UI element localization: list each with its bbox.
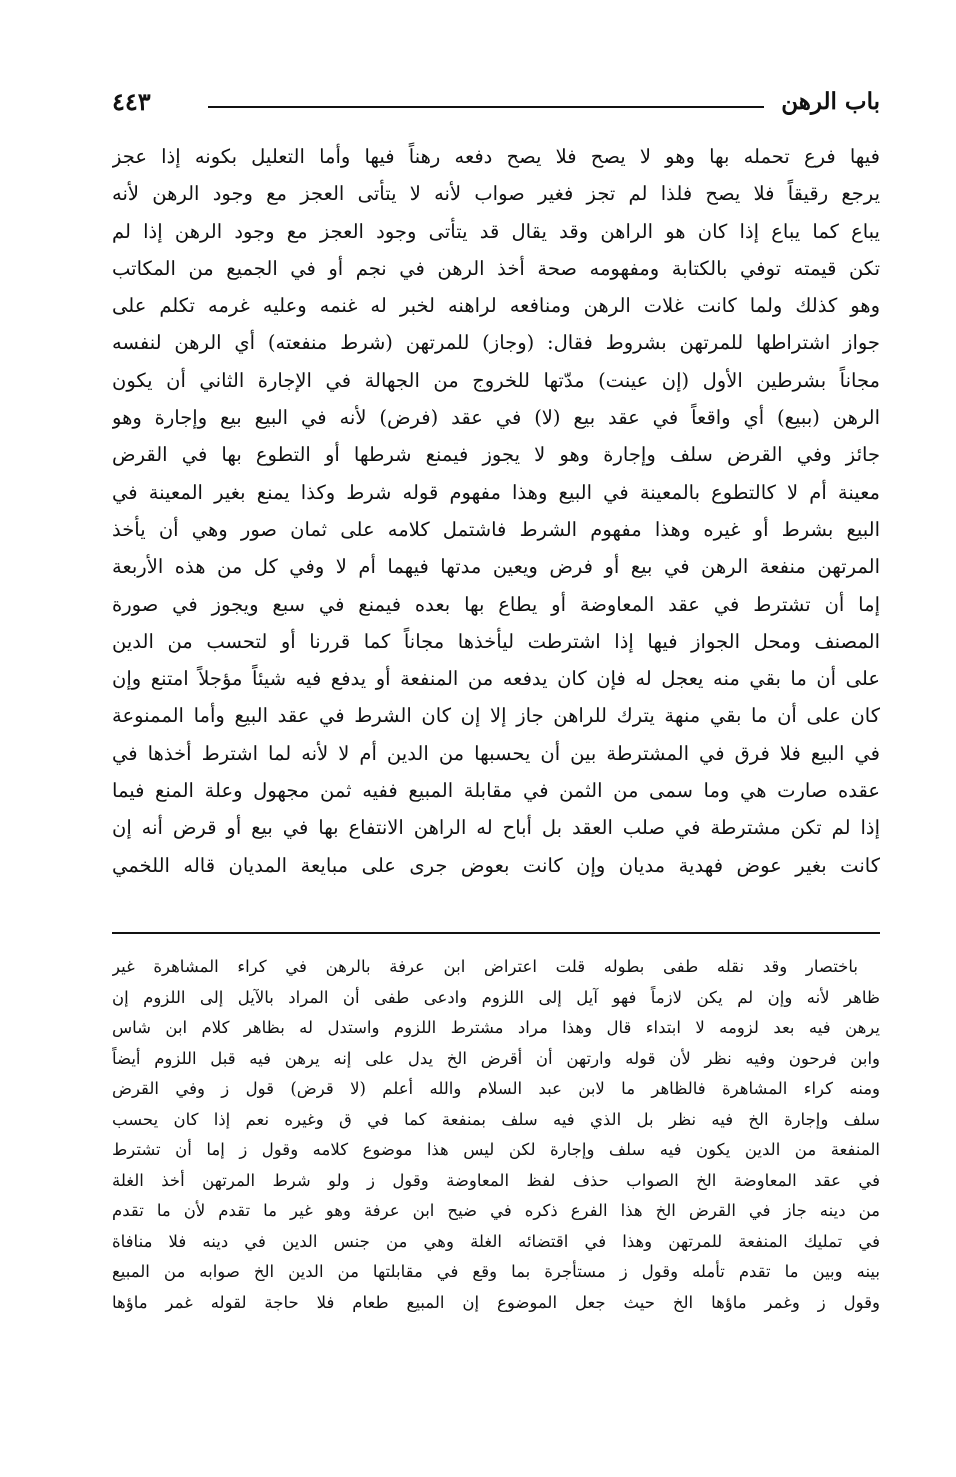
footnote-line: وابن فرحون وفيه نظر لأن قوله وارتهن أن أقرض الخ يدل على إنه يرهن فيه قبل اللزوم أيضاً [112,1048,880,1068]
footnote-line: سلف وإجارة الخ فيه نظر بل الذي فيه سلف بمنفعة كما في ق وغيره نعم إذا كان يحسب [112,1109,880,1129]
text-line: في البيع فلا فرق في المشترطة بين أن يحسبها من الدين أم لا لأنه لما اشترط أخذها في [112,741,880,765]
main-text [112,138,880,884]
text-line: مجاناً بشرطين الأول (إن عينت) مدّتها للخروج من الجهالة في الإجارة الثاني أن يكون [112,368,880,392]
footnote-line: من دينه جاز في القرض الخ هذا الفرع ذكره في ضيح ابن عرفة وهو غير ما تقدم لأن ما تقدم [112,1201,880,1221]
footnote-divider [112,932,880,934]
header-rule [208,106,764,108]
footnote-line: المنفعة من الدين يكون فيه سلف وإجارة لكن ليس هذا موضوع كلامه وقول ز إما أن تشترط [112,1140,880,1160]
text-line: على أن ما بقي منه يعجل له فإن كان يدفعه من المنفعة أو يدفع فيه شيئاً مؤجلاً امتنع وإن [112,667,880,691]
footnote-line: يرهن فيه بعد لزومه لا ابتداء قال وهذا مراد مشترط اللزوم واستدل له بظاهر كلام ابن شاس [112,1018,880,1038]
text-line: فيها فرع تحمله بها وهو لا يصح فلا يصح دفعه رهناً فيها وأما التعليل بكونه إذا عجز [112,145,880,168]
text-line: المرتهن منفعة الرهن في بيع أو فرض ويعين مدتها فيهما أم لا وفي كل من هذه الأربعة [112,555,880,579]
text-line: جواز اشتراطها للمرتهن بشروط فقال: (وجاز) للمرتهن (شرط منفعته) أي الرهن لنفسه [112,331,880,355]
text-line: يباع كما يباع إذا كان هو الراهن وقد يقال قد يتأتى وجود العجز مع وجود الرهن إذا لم [112,219,880,243]
text-line: عقده صارت هي وما سمى من الثمن في مقابلة المبيع ففيه ثمن مجهول وعلة المنع فيما [112,779,880,803]
text-line: إما أن تشترط في عقد المعاوضة أو يطاع بها بعده فيمنع في سبع ويجوز في صورة [112,592,880,616]
chapter-title: باب الرهن [781,88,880,115]
text-line: الرهن (ببيع) أي واقعاً في عقد بيع (لا) في عقد (فرض) لأنه في البيع بيع وإجارة وهو [112,406,880,430]
text-line: جائز وفي القرض سلف وإجارة وهو لا يجوز فيمنع شرطها أو التطوع بها في القرض [112,443,880,467]
footnotes [112,952,880,1319]
footnote-line: في تمليك المنفعة للمرتهن وهذا في اقتضائه الغلة وهي من جنس الدين في دينه فلا منافاة [112,1231,880,1251]
text-line: كان على أن ما بقي منهة يترك للراهن جاز إلا إن كان الشرط في عقد البيع وأما الممنوعة [112,704,880,728]
text-line: إذا لم تكن مشترطة في صلب العقد بل أباح له الراهن الانتفاع بها في بيع أو قرض أنه إن [112,816,880,840]
footnote-line: باختصار وقد نقله طفى بطوله قلت اعتراض ابن عرفة بالرهن في كراء المشاهرة غير [112,957,858,976]
footnote-line: ومنه كراء المشاهرة فالظاهر ما لابن عبد السلام والله أعلم (لا قرض) قول ز وفي القرض [112,1079,880,1099]
footnote-line: بينه وبين ما تقدم تأمله وقول ز مستأجرة بما وقع في مقابلتها من الدين الخ صوابه من المبيع [112,1262,880,1282]
text-line: تكن قيمته توفي بالكتابة ومفهومه صحة أخذ الرهن في نجم أو في الجميع من المكاتب [112,256,880,280]
page-number: ٤٤٣ [112,87,151,116]
footnote-line: وقول ز وغمر ماؤها الخ حيث جعل الموضوع إن المبيع طعام فلا حاجة لقوله غمر ماؤها [112,1293,880,1313]
footnote-line: ظاهر لأنه وإن لم يكن لازماً فهو آيل إلى اللزوم وادعى طفى أن المراد بالآيل إلى اللزوم إن [112,987,880,1007]
text-line: معينة أم لا كالتطوع بالمعينة في البيع وهذا مفهوم قوله شرط وكذا يمنع بغير المعينة في [112,480,880,504]
text-line: كانت بغير عوض فهدية مديان وإن كانت بعوض جرى على مبايعة المديان قاله اللخمي [112,853,880,877]
text-line: المصنف ومحل الجواز فيها إذا اشترطت ليأخذها مجاناً كما قررنا أو لتحسب من الدين [112,629,880,653]
page-header [112,86,880,122]
text-line: وهو كذلك ولما كانت غلات الرهن ومنافعه لراهنه لخبر له غنمه وعليه غرمه تكلم على [112,294,880,318]
text-line: البيع بشرط أو غيره وهذا مفهوم الشرط فاشتمل كلامه على ثمان صور وهي أن يأخذ [112,517,880,541]
footnote-line: في عقد المعاوضة الخ الصواب حذف لفظ المعاوضة وقول ز ولو شرط المرتهن أخذ الغلة [112,1170,880,1190]
text-line: يرجع رقيقاً فلا يصح فلذا لم تجز فغير صواب لأنه لا يتأتى العجز مع وجود الرهن لأنه [112,182,880,206]
